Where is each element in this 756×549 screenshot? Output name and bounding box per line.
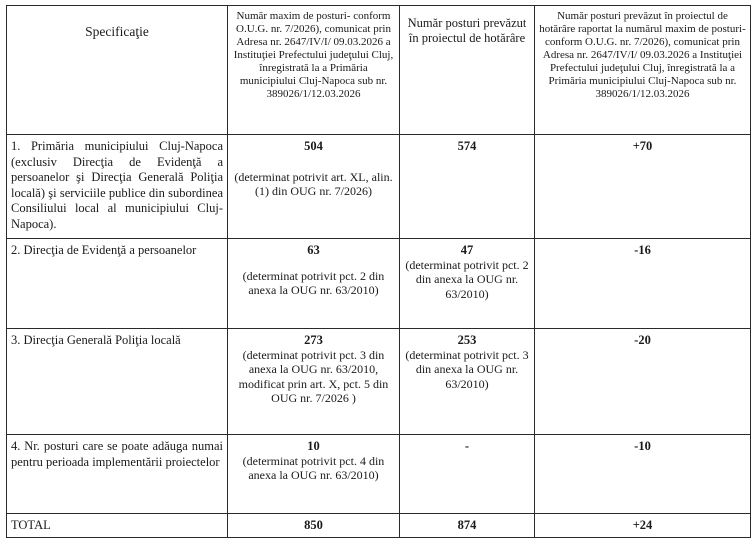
diff-cell: [535, 239, 751, 329]
diff-cell: [535, 435, 751, 514]
row-name: 1. Primăria municipiului Cluj-Napoca (exclusiv Direcţia de Evidenţă a persoanelor şi Direcţia Generală Poliţia locală) şi serviciile publice din subordinea Consiliului local al municipiului Cluj-Napoca).: [7, 135, 228, 239]
max-cell: [228, 135, 400, 239]
total-diff: +24: [535, 514, 751, 538]
header-max-posts: Număr maxim de posturi- conform O.U.G. nr. 7/2026), comunicat prin Adresa nr. 2647/IV/I/ 09.03.2026 a Instituţiei Prefectului judeţului Cluj, înregistrată la a Primăria municipiului Cluj-Napoca sub nr. 389026/1/12.03.2026: [228, 6, 400, 135]
total-label: TOTAL: [7, 514, 228, 538]
project-cell: [400, 135, 535, 239]
max-value: 504: [304, 139, 323, 153]
table-row: [7, 135, 751, 239]
header-difference: Număr posturi prevăzut în proiectul de hotărâre raportat la numărul maxim de posturi-conform O.U.G. nr. 7/2026), comunicat prin Adresa nr. 2647/IV/I/ 09.03.2026 a Instituţiei Prefectului judeţului Cluj, înregistrată la a Primăria municipiului Cluj-Napoca sub nr. 389026/1/12.03.2026: [535, 6, 751, 135]
diff-value: +70: [632, 139, 653, 153]
max-cell: [228, 329, 400, 435]
table-row: [7, 435, 751, 514]
header-specificatie: Specificaţie: [7, 6, 228, 135]
diff-value: -16: [634, 243, 651, 257]
project-cell: [400, 329, 535, 435]
max-value: 10: [307, 439, 320, 453]
max-note: (determinat potrivit pct. 4 din anexa la OUG nr. 63/2010): [242, 453, 385, 483]
posts-table: [6, 5, 751, 538]
project-value: 47: [460, 243, 474, 257]
row-name: 3. Direcţia Generală Poliţia locală: [7, 329, 228, 435]
max-note: (determinat potrivit pct. 3 din anexa la OUG nr. 63/2010, modificat prin art. X, pct. 5 din OUG nr. 7/2026 ): [238, 347, 389, 406]
project-value: -: [464, 439, 470, 453]
project-value: 253: [457, 333, 477, 347]
diff-cell: [535, 329, 751, 435]
row-name: 4. Nr. posturi care se poate adăuga numai pentru perioada implementării proiectelor: [7, 435, 228, 514]
max-cell: [228, 239, 400, 329]
header-row: [7, 6, 751, 135]
total-row: [7, 514, 751, 538]
header-project-posts: Număr posturi prevăzut în proiectul de hotărâre: [400, 6, 535, 135]
max-note: (determinat potrivit art. XL, alin. (1) din OUG nr. 7/2026): [234, 169, 393, 199]
table-row: [7, 329, 751, 435]
max-value: 273: [304, 333, 323, 347]
project-cell: [400, 239, 535, 329]
diff-value: -10: [634, 439, 651, 453]
project-value: 574: [457, 139, 477, 153]
project-cell: [400, 435, 535, 514]
project-note: (determinat potrivit pct. 3 din anexa la OUG nr. 63/2010): [405, 347, 529, 391]
table-row: [7, 239, 751, 329]
max-value: 63: [307, 243, 320, 257]
max-note: (determinat potrivit pct. 2 din anexa la OUG nr. 63/2010): [242, 268, 385, 298]
diff-cell: [535, 135, 751, 239]
max-cell: [228, 435, 400, 514]
total-project: 874: [400, 514, 535, 538]
total-max: 850: [228, 514, 400, 538]
row-name: 2. Direcţia de Evidenţă a persoanelor: [7, 239, 228, 329]
diff-value: -20: [634, 333, 651, 347]
project-note: (determinat potrivit pct. 2 din anexa la OUG nr. 63/2010): [405, 257, 529, 301]
